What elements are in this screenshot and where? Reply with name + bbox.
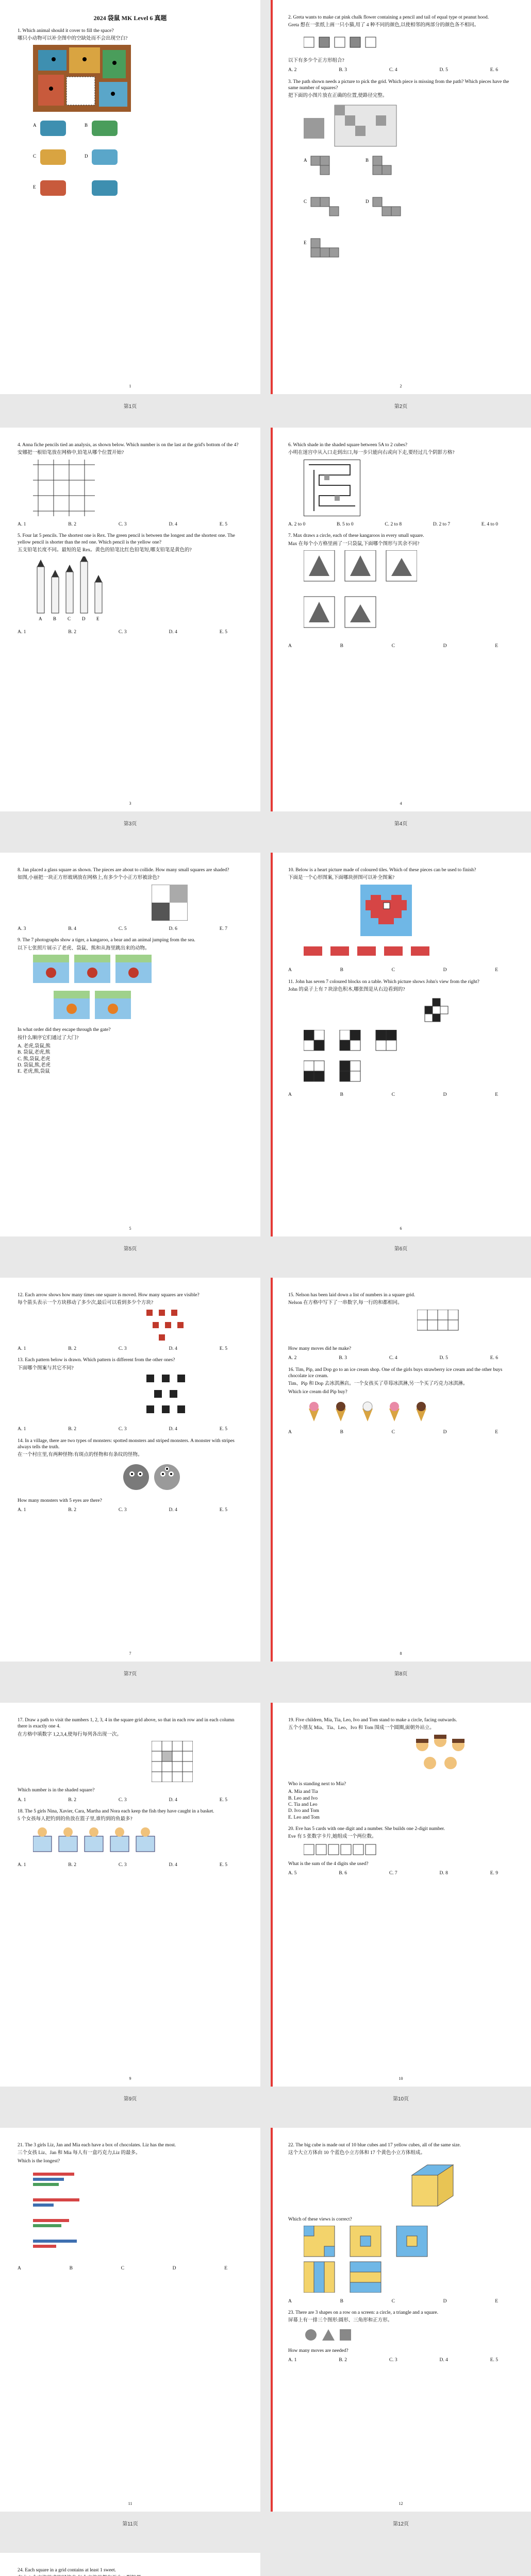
page-13 [0,2553,260,2576]
question-8-cn: 如图,小丽把一块正方形玻璃放在网格上,有多少个小正方形被涂色? [18,875,159,881]
question-6-en: 6. Which shade in the shaded square between 5A to 2 cubes? [288,443,407,448]
question-21 [18,2142,243,2272]
page-label: 第11页 [122,2521,138,2527]
sheet-1 [0,0,531,394]
option[interactable]: E. 5 [490,2358,498,2363]
svg-text:B: B [85,122,88,128]
question-9-en: 9. The 7 photographs show a tiger, a kangaroo, a bear and an animal jumping from the sea. [18,938,195,943]
option[interactable]: E [224,2266,227,2272]
option[interactable]: A. 2 [288,67,297,73]
question-5-options [18,629,243,635]
page-12 [271,2128,531,2512]
option[interactable]: A. 2 [288,1355,297,1361]
question-23-cn: 屏幕上有一排三个图形:圆形、三角形和正方形。 [288,2318,393,2324]
question-10-options-figure [304,941,513,964]
page-3 [0,428,260,811]
pencil-label: B [53,616,57,622]
option[interactable]: C [391,2298,395,2304]
question-4-figure [33,460,243,518]
svg-text:E: E [304,240,307,246]
page-number: 7 [129,1651,131,1656]
question-16 [288,1367,513,1436]
option[interactable]: E. 9 [490,1871,498,1876]
option[interactable]: D. 4 [169,1797,177,1803]
option[interactable]: A [288,1092,292,1098]
page-11 [0,2128,260,2512]
pencil-label: D [82,616,86,622]
question-8 [18,867,243,932]
question-8-figure [152,885,243,923]
question-19-options [288,1789,513,1821]
question-14-options [18,1507,243,1513]
option[interactable]: B. 2 [68,1346,77,1352]
option[interactable]: C [391,968,395,973]
option[interactable]: C. 熊,袋鼠,老虎 [18,1056,51,1062]
question-1-cn: 哪只小动物可以补全图中的空缺处而不会出现空白? [18,36,128,41]
question-13-figure [146,1375,243,1423]
question-19-prompt: Who is standing next to Mia? [288,1782,346,1787]
pencil-label: A [39,616,42,622]
question-23-en: 23. There are 3 shapes on a row on a screen: a circle, a triangle and a square. [288,2310,439,2316]
option[interactable]: D. 2 to 7 [433,522,451,528]
option[interactable]: B. 4 [68,926,77,932]
question-14-en: 14. In a village, there are two types of monsters: spotted monsters and striped monsters. A monster with stripes always tells the truth. [18,1438,235,1450]
option[interactable]: D [443,1092,447,1098]
question-19 [288,1717,513,1821]
page-number: 4 [400,801,402,806]
option[interactable]: E. 5 [219,1346,227,1352]
question-24 [18,2567,243,2576]
question-18 [18,1808,243,1868]
option[interactable]: B. 2 [68,1797,77,1803]
option[interactable]: E. 老虎,熊,袋鼠 [18,1069,50,1075]
svg-text:E: E [33,184,36,190]
question-22-options-figure [304,2226,513,2295]
option[interactable]: A. 2 to 0 [288,522,306,528]
question-22-en: 22. The big cube is made out of 10 blue cubes and 17 yellow cubes, all of the same size. [288,2143,461,2148]
question-20-en: 20. Eve has 5 cards with one digit and a number. She builds one 2-digit number. [288,1826,445,1832]
question-3-figure [304,103,513,151]
question-15-prompt: How many moves did he make? [288,1346,352,1352]
question-21-figure [33,2167,243,2262]
page-9 [0,1703,260,2087]
page-number: 10 [399,2076,403,2081]
option[interactable]: B. 袋鼠,老虎,熊 [18,1050,51,1056]
page-number: 6 [400,1226,402,1231]
page-1 [0,0,260,394]
option[interactable]: B. Leo and Ivo [288,1795,318,1801]
page-number: 3 [129,801,131,806]
question-18-cn: 5 个女孩每人把钓到的鱼放在篮子里,谁钓到的鱼最多? [18,1817,132,1822]
question-23-prompt: How many moves are needed? [288,2348,349,2354]
question-5 [18,533,243,635]
question-12-cn: 每个箭头表示一个方块移动了多少次,最后可以看到多少个方块? [18,1300,154,1306]
page-number: 1 [129,383,131,388]
option[interactable]: D. 5 [439,67,448,73]
sheet-5 [0,1703,531,2087]
question-4 [18,442,243,528]
option[interactable]: C. 3 [118,1797,127,1803]
option[interactable]: D. 5 [439,1355,448,1361]
question-13-cn: 下面哪个图案与其它不同? [18,1365,74,1371]
option[interactable]: D. 4 [439,2358,448,2363]
option[interactable]: E [495,1092,498,1098]
question-11-options-figure [304,1030,513,1089]
question-19-cn: 五个小朋友 Mia、Tia、Leo、Ivo 和 Tom 围成一个圆圈,面朝外站立。 [288,1725,435,1731]
question-18-figure [33,1826,243,1859]
question-20-options [288,1870,513,1876]
question-3 [288,79,513,280]
option[interactable]: B [340,1430,343,1435]
option[interactable]: D. 4 [169,1346,177,1352]
question-9-prompt-cn: 按什么顺序它们通过了大门? [18,1035,79,1041]
option[interactable]: B [340,968,343,973]
page-number: 8 [400,1651,402,1656]
option[interactable]: D. 4 [169,1427,177,1432]
option[interactable]: A. 老虎,袋鼠,熊 [18,1044,51,1049]
question-6 [288,442,513,528]
question-1-figure [33,45,243,114]
option[interactable]: C. 3 [118,1862,127,1868]
option[interactable]: D [443,1430,447,1435]
svg-text:C: C [304,199,307,205]
option[interactable]: E [495,643,498,649]
question-16-figure [304,1398,513,1426]
question-4-options [18,521,243,528]
question-3-cn: 把下面的小图片放在正确的位置,使路径完整。 [288,93,388,99]
question-7-figure [304,550,513,640]
question-9 [18,937,243,1075]
page-6 [271,853,531,1236]
option[interactable]: B [340,643,343,649]
option[interactable]: E. 5 [219,522,227,528]
option[interactable]: A. 5 [288,1871,297,1876]
question-9-prompt: In what order did they escape through the gate? [18,1027,111,1033]
option[interactable]: E. 6 [490,1355,498,1361]
question-22-figure [407,2160,513,2213]
question-18-en: 18. The 5 girls Nina, Xavier, Cara, Martha and Nora each keep the fish they have caught in a basket. [18,1809,214,1815]
option[interactable]: E [495,1430,498,1435]
question-10-cn: 下面是一个心形图案,下面哪块拼图可以补全图案? [288,875,395,881]
question-4-en: 4. Anna fiche pencils tied an analysis, as shown below. Which number is on the last at the grid's bottom of the 4? [18,443,239,448]
option[interactable]: C. 3 [118,629,127,635]
option[interactable]: B. 2 [68,522,77,528]
option[interactable]: D [443,968,447,973]
question-5-cn: 五支铅笔长度不同。最短的是 Rex。黄色的铅笔比红色铅笔短,哪支铅笔是黄色的? [18,548,192,553]
question-23-figure [304,2327,513,2345]
question-13-en: 13. Each pattern below is drawn. Which pattern is different from the other ones? [18,1358,175,1363]
question-22 [288,2142,513,2304]
question-6-cn: 小明在迷宫中从入口走到出口,每一步只能向右或向下走,要经过几个阴影方格? [288,450,455,456]
question-22-prompt: Which of these views is correct? [288,2217,352,2223]
option[interactable]: D [172,2266,176,2272]
option[interactable]: C [391,1430,395,1435]
question-21-prompt: Which is the longest? [18,2158,60,2164]
question-2-cn: Greta 想在一张纸上画一只小猫,用了 4 种不同的颜色,以使相邻的两部分的颜色各不相同。 [288,23,479,28]
question-10-options [288,967,513,973]
option[interactable]: B. 2 [339,2358,347,2363]
document-title: 2024 袋鼠 MK Level 6 真题 [93,14,167,22]
question-17-options [18,1797,243,1803]
question-7 [288,533,513,649]
question-19-en: 19. Five children, Mia, Tia, Leo, Ivo and Tom stand to make a circle, facing outwards. [288,1718,457,1723]
sheet-6 [0,2128,531,2512]
question-14-figure [121,1462,243,1495]
option[interactable]: B [340,1092,343,1098]
question-5-figure [33,556,243,625]
page-number: 12 [399,2501,403,2506]
page-10 [271,1703,531,2087]
option[interactable]: D [443,2298,447,2304]
question-14 [18,1438,243,1514]
question-10-figure [360,885,513,938]
option[interactable]: E. 6 [490,67,498,73]
option[interactable]: C. 4 [389,67,397,73]
page-label: 第2页 [394,404,408,410]
option[interactable]: C. 2 to 8 [385,522,402,528]
question-2-options [288,67,513,73]
option[interactable]: B [340,2298,343,2304]
option[interactable]: A [288,968,292,973]
option[interactable]: C [121,2266,124,2272]
question-14-cn: 在一个村庄里,有两种怪物:有斑点的怪物和有条纹的怪物。 [18,1452,143,1458]
sheet-7 [0,2553,531,2576]
option[interactable]: E [495,2298,498,2304]
question-15-en: 15. Nelson has been laid down a list of numbers in a square grid. [288,1293,416,1298]
question-1 [18,28,243,223]
question-11-en: 11. John has seven 7 coloured blocks on a table. Which picture shows John's view from the right? [288,979,479,985]
question-10-en: 10. Below is a heart picture made of coloured tiles. Which of these pieces can be used to finish? [288,868,476,873]
page-label: 第4页 [394,821,408,827]
option[interactable]: B. 6 [339,1871,347,1876]
question-16-prompt: Which ice cream did Pip buy? [288,1389,347,1395]
option[interactable]: E. 5 [219,1862,227,1868]
pencil-label: C [68,616,71,622]
svg-text:D: D [85,153,88,159]
question-9-cn: 以下七张照片展示了老虎、袋鼠、熊和从海里跳出来的动物。 [18,945,150,951]
question-17-en: 17. Draw a path to visit the numbers 1, 2, 3, 4 in the square grid above, so that in each row and in each column there is exactly one 4. [18,1718,235,1730]
option[interactable]: A. 1 [18,522,26,528]
question-24-en: 24. Each square in a grid contains at least 1 sweet. [18,2568,116,2573]
option[interactable]: B. 2 [68,1427,77,1432]
page-label: 第7页 [123,1671,137,1677]
option[interactable]: B. 2 [68,1862,77,1868]
question-4-cn: 安娜把一根铅笔放在网格中,铅笔从哪个位置开始? [18,450,124,456]
question-13 [18,1357,243,1432]
option[interactable]: D. 4 [169,522,177,528]
option[interactable]: D. 4 [169,629,177,635]
page-label: 第12页 [392,2521,409,2527]
question-7-cn: Max 在每个小方格里画了一只袋鼠,下面哪个图形与其余不同? [288,541,420,547]
page-number: 5 [129,1226,131,1231]
page-number: 2 [400,383,402,388]
question-6-figure [304,460,513,518]
option[interactable]: D. 4 [169,1862,177,1868]
option[interactable]: A. 1 [18,1797,26,1803]
option[interactable]: A. Mia and Tia [288,1789,318,1795]
question-14-prompt: How many monsters with 5 eyes are there? [18,1498,102,1504]
question-7-en: 7. Max draws a circle, each of these kangaroos in every small square. [288,533,424,539]
page-4 [271,428,531,811]
question-2-prompt: 以下有多少个正方形组合? [288,58,344,64]
question-15-cn: Nelson 在方格中写下了一串数字,每一行的和都相同。 [288,1300,403,1306]
option[interactable]: A [288,643,292,649]
option[interactable]: C. 3 [118,1507,127,1513]
question-20 [288,1826,513,1877]
page-label: 第5页 [123,1246,137,1252]
question-20-figure [304,1843,513,1858]
option[interactable]: C. 3 [389,2358,397,2363]
question-12-options [18,1346,243,1352]
question-23 [288,2310,513,2364]
question-17-figure [152,1741,243,1784]
question-15-options [288,1355,513,1361]
option[interactable]: A. 1 [18,629,26,635]
option[interactable]: A [18,2266,21,2272]
question-8-options [18,926,243,932]
question-11-cn: John 的桌子上有 7 块涂色积木,哪张图是从右边看到的? [288,987,405,993]
question-2-en: 2. Greta wants to make cat pink chalk flower containing a pencil and tail of equal type ot peanut hood. [288,15,489,20]
question-21-options [18,2265,243,2272]
question-9-options [18,1043,243,1075]
option[interactable]: C. 3 [118,1427,127,1432]
option[interactable]: B. 3 [339,1355,347,1361]
question-16-cn: Tim、Pip 和 Dop 去冰淇淋店。一个女孩买了草莓冰淇淋,另一个买了巧克力冰淇淋。 [288,1381,468,1387]
question-16-en: 16. Tim, Pip, and Dop go to an ice cream shop. One of the girls buys strawberry ice cream and the other buys chocolate ice cream. [288,1367,503,1379]
question-22-cn: 这个大立方体由 10 个蓝色小立方体和 17 个黄色小立方体组成。 [288,2150,426,2156]
option[interactable]: E. 5 [219,1507,227,1513]
sheet-4 [0,1278,531,1662]
option[interactable]: D [443,643,447,649]
question-21-cn: 三个女孩 Liz、Jan 和 Mia 每人有一盒巧克力,Liz 的最多。 [18,2150,141,2156]
question-3-options-figure [304,154,513,280]
question-15-figure [417,1310,513,1343]
question-2-figure [304,32,513,55]
option[interactable]: B. 3 [339,67,347,73]
option[interactable]: E [495,968,498,973]
question-1-options-figure [33,117,243,223]
option[interactable]: D. 袋鼠,熊,老虎 [18,1063,51,1069]
question-23-options [288,2357,513,2363]
option[interactable]: B. 2 [68,629,77,635]
question-7-options [288,643,513,649]
page-label: 第6页 [394,1246,408,1252]
option[interactable]: A [288,2298,292,2304]
option[interactable]: C. 3 [118,1346,127,1352]
option[interactable]: B. 2 [68,1507,77,1513]
option[interactable]: E. 5 [219,1427,227,1432]
question-21-en: 21. The 3 girls Liz, Jan and Mia each have a box of chocolates. Liz has the most. [18,2143,176,2148]
svg-text:C: C [33,153,37,159]
question-5-en: 5. Four lat 5 pencils. The shortest one is Rex. The green pencil is between the longest and the shortest one. The yellow pencil is shorter than the red one. Which pencil is the yellow one? [18,533,235,545]
option[interactable]: D. Ivo and Tom [288,1808,319,1814]
question-17-cn: 在方格中填数字 1,2,3,4,使每行每列各出现一次。 [18,1732,122,1737]
question-12-figure [146,1310,243,1343]
svg-text:D: D [366,199,369,205]
question-12-en: 12. Each arrow shows how many times one square is moved. How many squares are visible? [18,1293,200,1298]
option[interactable]: D. 4 [169,1507,177,1513]
question-11 [288,979,513,1098]
pencil-label: E [96,616,99,622]
question-12 [18,1292,243,1352]
sheet-3 [0,853,531,1236]
question-2 [288,14,513,74]
option[interactable]: B. 5 to 0 [336,522,354,528]
page-7 [0,1278,260,1662]
svg-text:A: A [304,158,307,163]
page-8 [271,1278,531,1662]
question-11-options [288,1092,513,1098]
option[interactable]: C. 4 [389,1355,397,1361]
option[interactable]: E. Leo and Tom [288,1815,320,1820]
question-10 [288,867,513,974]
option[interactable]: A [288,1430,292,1435]
option[interactable]: C. Tia and Leo [288,1802,318,1808]
question-20-cn: Eve 有 5 张数字卡片,她组成一个两位数。 [288,1834,377,1840]
page-number: 9 [129,2076,131,2081]
svg-text:B: B [366,158,369,163]
question-18-options [18,1862,243,1868]
option[interactable]: A. 1 [18,1427,26,1432]
question-9-figure [33,955,243,1024]
question-11-figure [422,996,513,1026]
question-13-options [18,1426,243,1432]
page-label: 第8页 [394,1671,408,1677]
option[interactable]: E. 5 [219,1797,227,1803]
question-8-en: 8. Jan placed a glass square as shown. The pieces are about to collide. How many small squares are shaded? [18,868,229,873]
page-label: 第9页 [123,2096,137,2102]
question-15 [288,1292,513,1362]
question-20-prompt: What is the sum of the 4 digits she used? [288,1861,369,1867]
option[interactable]: E. 4 to 0 [481,522,498,528]
svg-text:A: A [33,122,37,128]
question-3-en: 3. The path shown needs a picture to pick the grid. Which piece is missing from the path? Which pieces have the same number of squares? [288,79,509,91]
option[interactable]: A. 1 [18,1507,26,1513]
question-22-options [288,2298,513,2304]
question-19-figure [412,1735,513,1778]
option[interactable]: A. 1 [18,1862,26,1868]
option[interactable]: B [69,2266,73,2272]
question-6-options [288,521,513,528]
option[interactable]: C. 7 [389,1871,397,1876]
option[interactable]: C [391,643,395,649]
page-label: 第3页 [123,821,137,827]
page-number: 11 [128,2501,132,2506]
option[interactable]: D. 6 [169,926,177,932]
sheet-2 [0,428,531,811]
question-17 [18,1717,243,1803]
option[interactable]: A. 1 [18,1346,26,1352]
option[interactable]: A. 1 [288,2358,297,2363]
option[interactable]: A. 3 [18,926,26,932]
page-5 [0,853,260,1236]
option[interactable]: C [391,1092,395,1098]
option[interactable]: C. 3 [118,522,127,528]
page-2 [271,0,531,394]
page-label: 第1页 [123,404,137,410]
question-17-prompt: Which number is in the shaded square? [18,1788,95,1793]
option[interactable]: E. 7 [219,926,227,932]
page-label: 第10页 [392,2096,409,2102]
option[interactable]: C. 5 [118,926,127,932]
question-16-options [288,1429,513,1435]
option[interactable]: E. 5 [219,629,227,635]
question-1-en: 1. Which animal should it cover to fill the space? [18,28,114,33]
option[interactable]: D. 8 [439,1871,448,1876]
